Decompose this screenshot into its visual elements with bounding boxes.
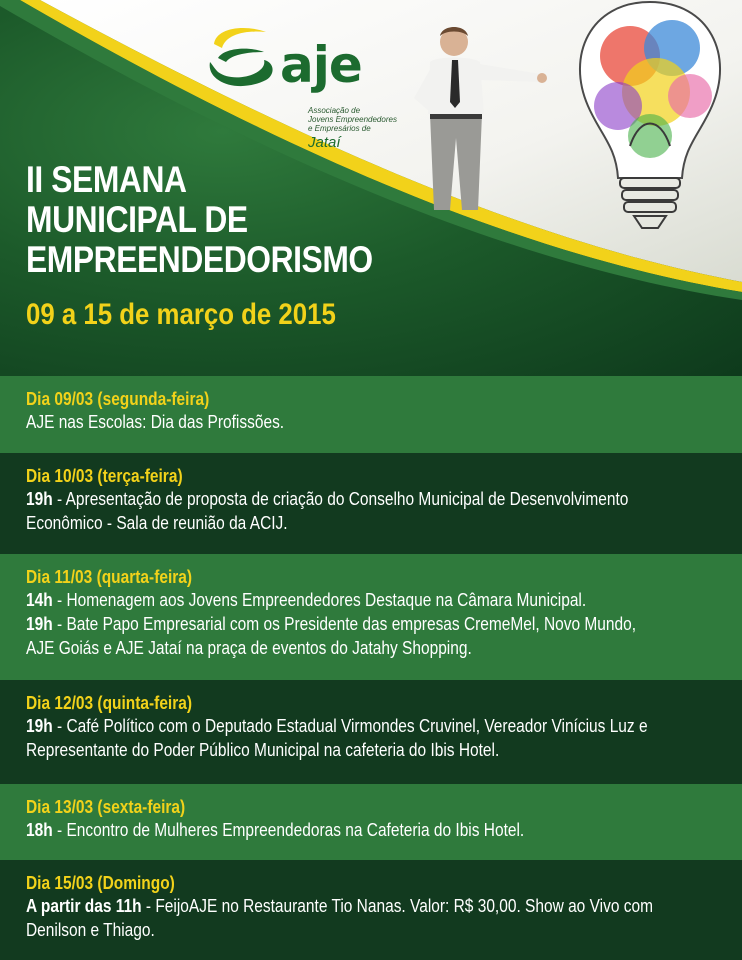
schedule-line	[26, 612, 721, 636]
schedule-line	[26, 487, 721, 511]
event-time: 14h	[26, 590, 53, 610]
event-title-line: II SEMANA	[26, 159, 187, 200]
event-separator: -	[52, 590, 67, 610]
event-title-line: EMPREENDEDORISMO	[26, 239, 373, 280]
day-heading: Dia 10/03 (terça-feira)	[26, 466, 183, 486]
event-time: 19h	[26, 489, 53, 509]
event-description: Encontro de Mulheres Empreendedoras na Cafeteria do Ibis Hotel.	[66, 820, 525, 840]
hero-banner	[0, 0, 742, 376]
schedule-day	[0, 376, 742, 453]
schedule-line	[26, 588, 721, 612]
event-separator: -	[52, 489, 66, 509]
event-description: Denilson e Thiago.	[26, 920, 155, 940]
schedule-line	[26, 818, 721, 842]
event-title-line: MUNICIPAL DE	[26, 199, 248, 240]
event-description: Café Político com o Deputado Estadual Virmondes Cruvinel, Vereador Vinícius Luz e	[66, 716, 648, 736]
day-heading: Dia 15/03 (Domingo)	[26, 873, 175, 893]
schedule-day	[0, 680, 742, 784]
logo-city: Jataí	[308, 134, 341, 151]
event-separator: -	[52, 820, 67, 840]
schedule-line	[26, 738, 721, 762]
event-time: 18h	[26, 820, 53, 840]
businessman-illustration	[410, 18, 550, 218]
event-description: Homenagem aos Jovens Empreendedores Destaque na Câmara Municipal.	[66, 590, 587, 610]
schedule-list	[0, 376, 742, 960]
schedule-day	[0, 860, 742, 960]
event-time: 19h	[26, 716, 53, 736]
schedule-line	[26, 714, 721, 738]
day-heading: Dia 09/03 (segunda-feira)	[26, 389, 210, 409]
event-separator: -	[52, 614, 67, 634]
logo-subtitle-line: e Empresários de	[308, 124, 371, 133]
schedule-day	[0, 784, 742, 860]
event-description: AJE Goiás e AJE Jataí na praça de eventos do Jatahy Shopping.	[26, 638, 472, 658]
event-description: AJE nas Escolas: Dia das Profissões.	[26, 412, 285, 432]
schedule-day	[0, 453, 742, 554]
logo-wordmark: aje	[280, 36, 362, 94]
schedule-day	[0, 554, 742, 680]
aje-logo-mark	[204, 22, 280, 94]
schedule-line	[26, 410, 721, 434]
event-separator: -	[52, 716, 67, 736]
logo-subtitle-line: Jovens Empreendedores	[308, 115, 397, 124]
event-separator: -	[141, 896, 156, 916]
event-time: A partir das 11h	[26, 896, 142, 916]
day-heading: Dia 11/03 (quarta-feira)	[26, 567, 193, 587]
day-heading: Dia 13/03 (sexta-feira)	[26, 797, 186, 817]
schedule-line	[26, 918, 721, 942]
schedule-line	[26, 894, 721, 918]
day-heading: Dia 12/03 (quinta-feira)	[26, 693, 193, 713]
schedule-line	[26, 511, 721, 535]
event-description: Representante do Poder Público Municipal na cafeteria do Ibis Hotel.	[26, 740, 500, 760]
event-description: Bate Papo Empresarial com os Presidente das empresas CremeMel, Novo Mundo,	[66, 614, 637, 634]
event-description: Econômico - Sala de reunião da ACIJ.	[26, 513, 288, 533]
logo-subtitle-line: Associação de	[308, 106, 361, 115]
lightbulb-illustration	[560, 0, 742, 256]
event-description: Apresentação de proposta de criação do Conselho Municipal de Desenvolvimento	[65, 489, 629, 509]
event-time: 19h	[26, 614, 53, 634]
event-description: FeijoAJE no Restaurante Tio Nanas. Valor: R$ 30,00. Show ao Vivo com	[155, 896, 653, 916]
event-date: 09 a 15 de março de 2015	[26, 298, 336, 331]
event-title	[26, 160, 396, 280]
aje-logo	[204, 18, 404, 151]
schedule-line	[26, 636, 721, 660]
